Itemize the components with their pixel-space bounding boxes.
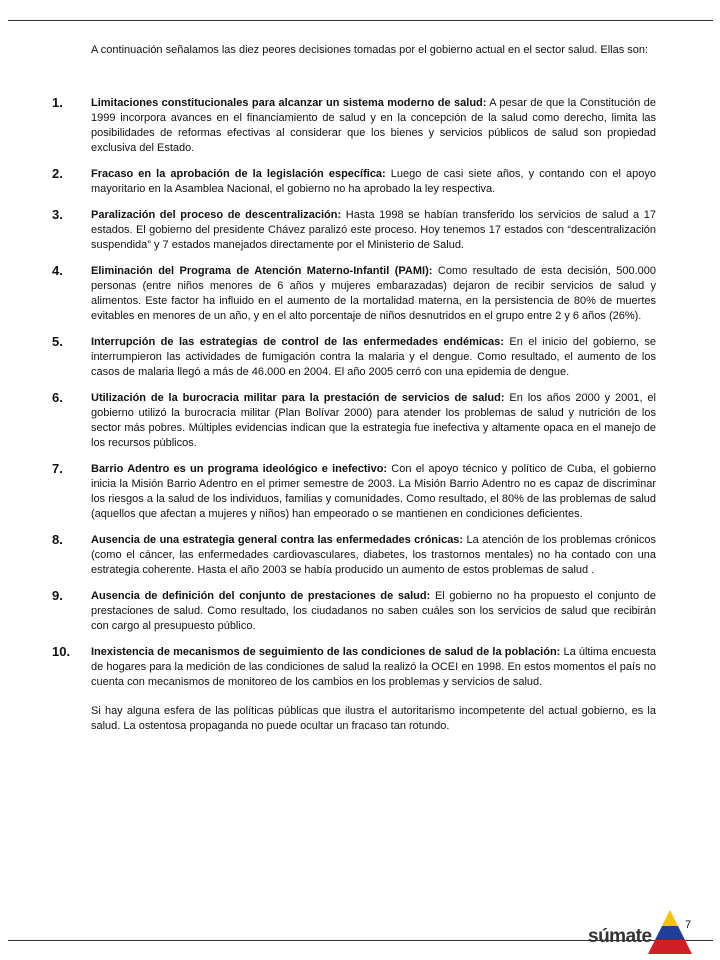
tricolor-triangle-icon — [646, 908, 694, 956]
item-number: 2. — [52, 166, 63, 181]
closing-paragraph: Si hay alguna esfera de las políticas públicas que ilustra el autoritarismo incompetente del actual gobierno, es la salud. La ostentosa propaganda no puede ocultar un fracaso tan rotundo. — [91, 705, 656, 732]
list-item-7 — [52, 462, 656, 522]
list-item-2 — [52, 167, 656, 197]
triangle-yellow-band — [662, 910, 678, 926]
item-heading: Interrupción de las estrategias de control de las enfermedades endémicas: — [91, 336, 504, 348]
item-text: El gobierno no ha propuesto el conjunto de prestaciones de salud. Como resultado, los ciudadanos no saben cuáles son los servicios de salud que recibirán con cargo al presupuesto público. — [91, 590, 656, 632]
item-text: Con el apoyo técnico y político de Cuba, el gobierno inicia la Misión Barrio Adentro en el primer semestre de 2003. La Misión Barrio Adentro no es capaz de discriminar los riesgos a la salud de los individuos, familias y comunidades. Como resultado, el 80% de las problemas de salud (aquellos que afectan a mujeres y niños) han empeorado o se mantienen en condiciones deficientes. — [91, 463, 656, 520]
list-item-9 — [52, 589, 656, 634]
page-number: 7 — [685, 919, 692, 931]
item-number: 8. — [52, 532, 63, 547]
item-heading: Paralización del proceso de descentralización: — [91, 209, 342, 221]
item-text: La última encuesta de hogares para la medición de las condiciones de salud la realizó la OCEI en 1998. En estos momentos el país no cuenta con mecanismos de monitoreo de los cambios en los problemas y servicios de salud. — [91, 646, 657, 688]
item-heading: Utilización de la burocracia militar para la prestación de servicios de salud: — [91, 392, 505, 404]
decision-list — [52, 96, 656, 745]
item-heading: Fracaso en la aprobación de la legislación específica: — [91, 168, 386, 180]
item-text: Hasta 1998 se habían transferido los servicios de salud a 17 estados. El gobierno del presidente Chávez paralizó este proceso. Hoy tenemos 17 estados con “descentralización suspendida” y 7 estados manejados directamente por el Ministerio de Salud. — [91, 209, 657, 251]
item-number: 6. — [52, 390, 63, 405]
item-text: En el inicio del gobierno, se interrumpieron las actividades de fumigación contra la malaria y el dengue. Como resultado, el aumento de los casos de malaria llegó a más de 46.000 en 2004. El año 2005 cerró con una epidemia de dengue. — [91, 336, 657, 378]
item-heading: Ausencia de una estrategia general contra las enfermedades crónicas: — [91, 534, 464, 546]
item-text: En los años 2000 y 2001, el gobierno utilizó la burocracia militar (Plan Bolívar 2000) para atender los problemas de salud y nutrición de los sector más pobres. Múltiples evidencias indican que la estrategia fue inefectiva y altamente opaca en el manejo de los recursos públicos. — [91, 392, 656, 449]
list-item-6 — [52, 391, 656, 451]
item-heading: Ausencia de definición del conjunto de prestaciones de salud: — [91, 590, 431, 602]
item-heading: Eliminación del Programa de Atención Materno-Infantil (PAMI): — [91, 265, 433, 277]
list-item-3 — [52, 208, 656, 253]
list-item-1 — [52, 96, 656, 156]
top-rule — [8, 20, 713, 21]
item-number: 1. — [52, 95, 63, 110]
item-number: 10. — [52, 644, 71, 659]
sumate-logo — [586, 908, 696, 956]
item-text: Luego de casi siete años, y contando con el apoyo mayoritario en la Asamblea Nacional, el gobierno no ha aprobado la ley respectiva. — [91, 168, 656, 195]
logo-text: súmate — [588, 926, 652, 947]
item-number: 4. — [52, 263, 63, 278]
item-heading: Barrio Adentro es un programa ideológico e inefectivo: — [91, 463, 388, 475]
item-text: La atención de los problemas crónicos (como el cáncer, las enfermedades cardiovasculares, diabetes, los trastornos mentales) no ha contado con una estrategia coherente. Hasta el año 2003 se había producido un aumento de estos problemas de salud . — [91, 534, 656, 576]
item-text: Como resultado de esta decisión, 500.000 personas (entre niños menores de 6 años y mujeres embarazadas) dejaron de recibir servicios de salud y alimentos. Este factor ha influido en el aumento de la mortalidad materna, en la persistencia de 80% de muertes evitables en menores de un año, y en el alto porcentaje de niños desnutridos en el grupo entre 2 y 6 años (26%). — [91, 265, 656, 322]
item-number: 7. — [52, 461, 63, 476]
list-item-10 — [52, 645, 656, 734]
item-number: 9. — [52, 588, 63, 603]
list-item-8 — [52, 533, 656, 578]
triangle-blue-band — [655, 926, 685, 940]
item-number: 3. — [52, 207, 63, 222]
list-item-5 — [52, 335, 656, 380]
item-number: 5. — [52, 334, 63, 349]
intro-paragraph: A continuación señalamos las diez peores decisiones tomadas por el gobierno actual en el sector salud. Ellas son: — [91, 44, 649, 56]
item-heading: Limitaciones constitucionales para alcanzar un sistema moderno de salud: — [91, 97, 487, 109]
triangle-red-band — [648, 940, 692, 954]
list-item-4 — [52, 264, 656, 324]
item-text: A pesar de que la Constitución de 1999 incorpora avances en el financiamiento de salud y en la concepción de la salud como derecho, limita las posibilidades de reformas efectivas al considerar que los bienes y servicios públicos de salud son propiedad exclusiva del Estado. — [91, 97, 656, 154]
item-heading: Inexistencia de mecanismos de seguimiento de las condiciones de salud de la población: — [91, 646, 561, 658]
